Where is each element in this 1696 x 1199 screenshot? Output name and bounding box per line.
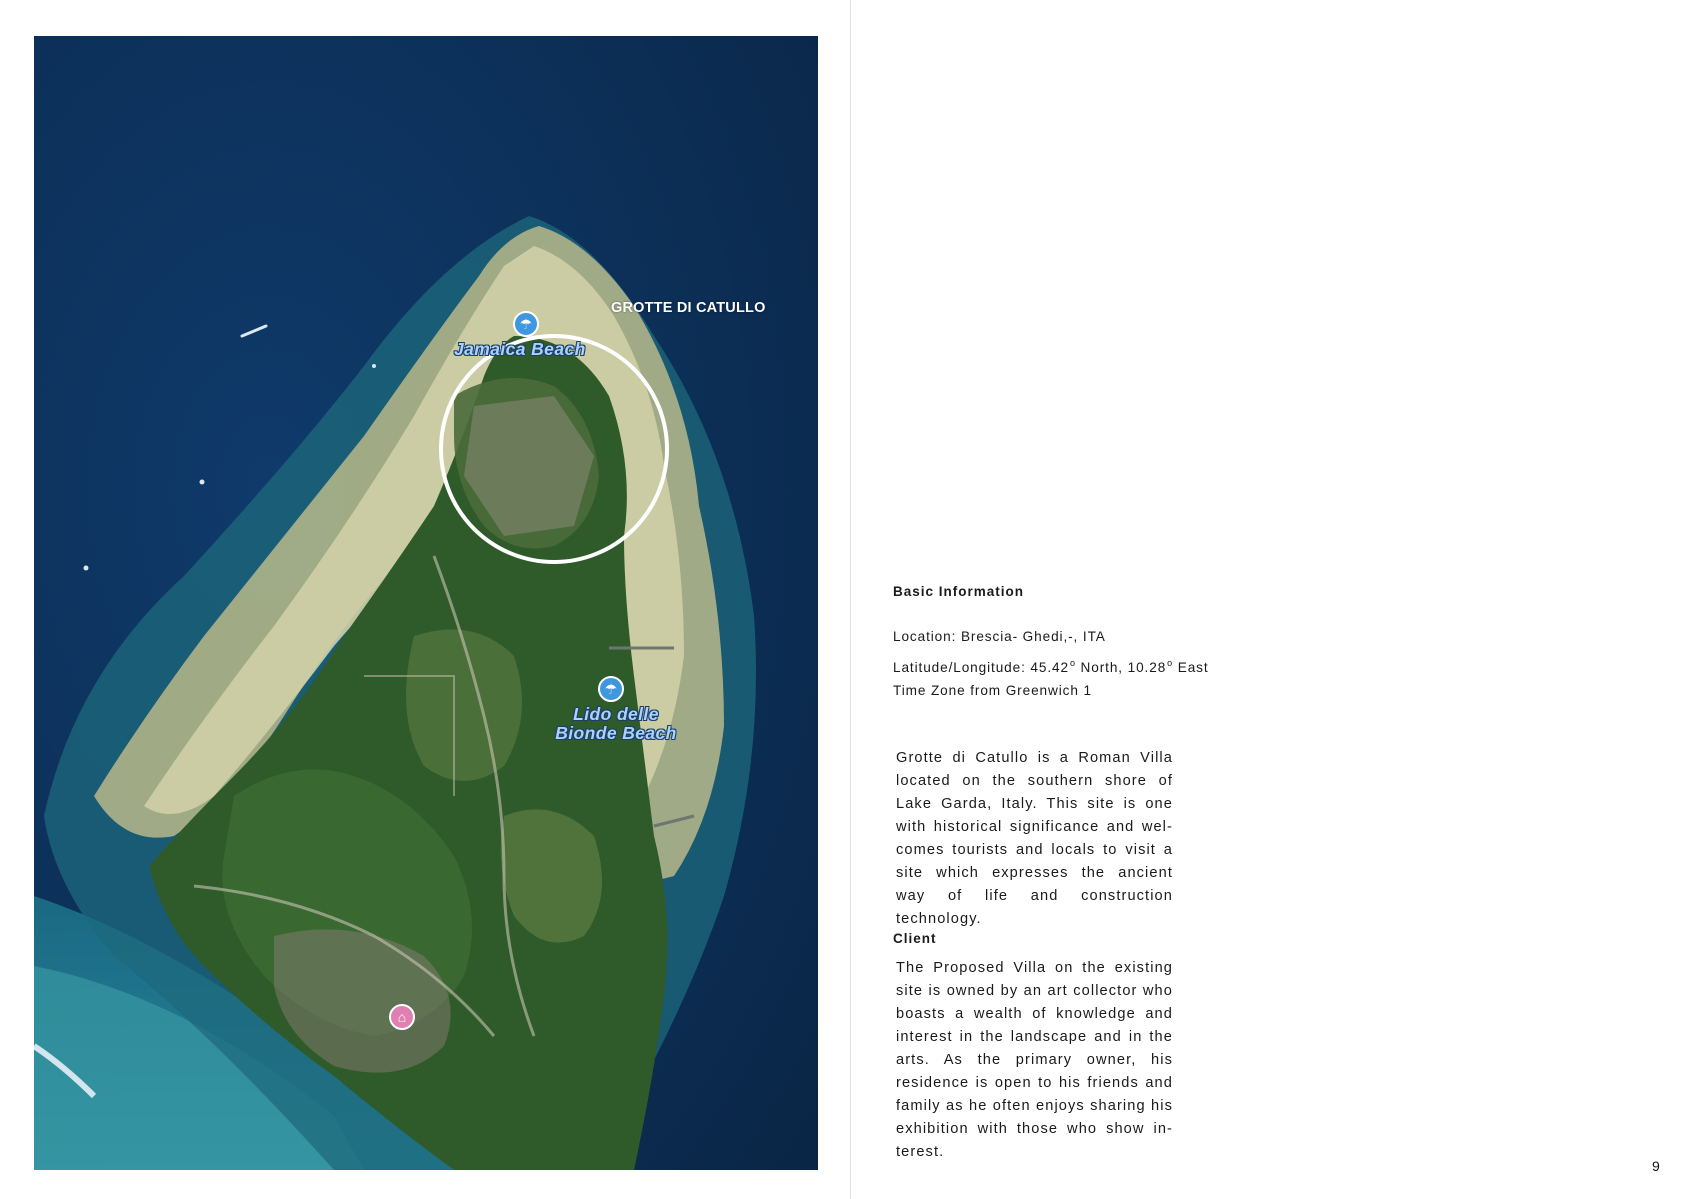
poi-lido-line1: Lido delle (573, 704, 659, 724)
latlong-suffix: East (1173, 660, 1209, 675)
aerial-photo (34, 36, 818, 1170)
client-description: The Proposed Villa on the existing site is owned by an art collector who boasts a wealth of knowledge and interest in the landscape and in the arts. As the primary owner, his residence is open to his friends and family as he often enjoys sharing his exhibition with those who show in-terest. (896, 960, 1173, 1160)
poi-lido-delle-bionde (542, 705, 690, 743)
beach-umbrella-icon: ☂ (513, 311, 539, 337)
page-number: 9 (1652, 1158, 1660, 1174)
aerial-site-map (34, 36, 818, 1170)
hotel-icon: ⌂ (389, 1004, 415, 1030)
location-line: Location: Brescia- Ghedi,-, ITA (893, 629, 1106, 644)
degree-mark: o (1069, 658, 1076, 668)
latlong-prefix: Latitude/Longitude: 45.42 (893, 660, 1069, 675)
page-spine (850, 0, 851, 1199)
latitude-longitude-line (893, 650, 1209, 677)
map-title: GROTTE DI CATULLO (611, 300, 766, 316)
latlong-mid: North, 10.28 (1075, 660, 1167, 675)
basic-info-block (893, 584, 1209, 704)
beach-umbrella-icon: ☂ (598, 676, 624, 702)
timezone-line: Time Zone from Greenwich 1 (893, 683, 1092, 698)
basic-info-heading: Basic Information (893, 584, 1025, 599)
poi-jamaica-beach: Jamaica Beach (454, 339, 586, 359)
site-description: Grotte di Catullo is a Roman Villa located on the southern shore of Lake Garda, Italy. This site is one with historical significance and wel-comes tourists and locals to visit a site which expresses the ancient way of life and construction technology. (896, 750, 1173, 927)
client-heading: Client (893, 931, 937, 946)
degree-mark: o (1167, 658, 1174, 668)
poi-lido-line2: Bionde Beach (555, 723, 677, 743)
